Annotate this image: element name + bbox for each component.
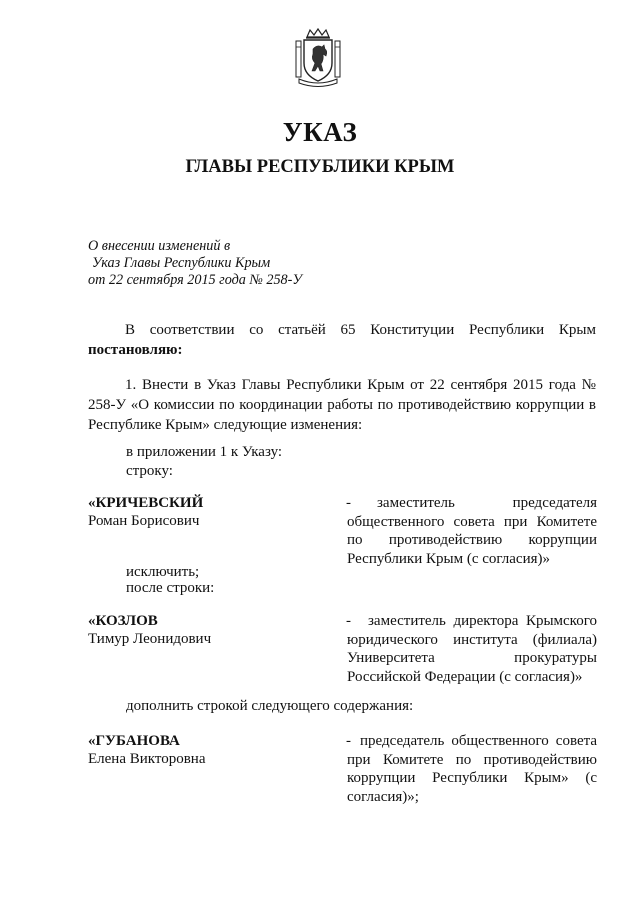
entry-description: председатель общественного совета при Комитете по противодействию коррупции Республики Крым» (с согласия)»; xyxy=(347,733,597,805)
decree-caption xyxy=(88,238,302,289)
entry-given-name: Тимур Леонидович xyxy=(88,631,212,647)
entry-dash: - xyxy=(346,733,351,749)
item-1-paragraph xyxy=(88,375,596,435)
entry-given-name: Елена Викторовна xyxy=(88,751,206,767)
caption-line: Указ Главы Республики Крым xyxy=(92,255,271,271)
entry-name xyxy=(88,612,318,648)
after-line-instruction: после строки: xyxy=(126,580,215,596)
item-1-text: 1. Внести в Указ Главы Республики Крым от 22 сентября 2015 года № 258-У «О комиссии по координации работы по противодействию коррупции в Республике Крым» следующие изменения: xyxy=(88,377,596,433)
entry-dash: - xyxy=(346,495,351,511)
entry-name xyxy=(88,494,318,530)
entry-surname: «ГУБАНОВА xyxy=(88,733,180,749)
entry-description: заместитель директора Крымского юридического института (филиала) Университета прокуратуры Российской Федерации (с согласия)» xyxy=(347,613,597,685)
entry-description: заместитель председателя общественного совета при Комитете по противодействию коррупции Республики Крым (с согласия)» xyxy=(347,495,597,567)
entry-surname: «КРИЧЕВСКИЙ xyxy=(88,495,204,511)
document-title: УКАЗ xyxy=(282,117,358,147)
line-instruction: строку: xyxy=(126,463,173,479)
appendix-instruction: в приложении 1 к Указу: xyxy=(126,444,283,460)
preamble-paragraph xyxy=(88,320,596,360)
entry-name xyxy=(88,732,318,768)
document-subtitle: ГЛАВЫ РЕСПУБЛИКИ КРЫМ xyxy=(185,157,455,177)
entry-given-name: Роман Борисович xyxy=(88,513,200,529)
resolve-word: постановляю: xyxy=(88,342,183,358)
entry-surname: «КОЗЛОВ xyxy=(88,613,158,629)
entry-gubanova xyxy=(88,732,598,812)
entry-krichevsky xyxy=(88,494,598,574)
add-line-instruction: дополнить строкой следующего содержания: xyxy=(126,698,414,714)
caption-line: от 22 сентября 2015 года № 258-У xyxy=(88,272,302,288)
preamble-text: В соответствии со статьёй 65 Конституции Республики Крым xyxy=(125,322,596,338)
caption-line: О внесении изменений в xyxy=(88,238,231,254)
crimea-coat-of-arms-icon xyxy=(293,27,343,87)
entry-dash: - xyxy=(346,613,351,629)
entry-kozlov xyxy=(88,612,598,692)
exclude-instruction: исключить; xyxy=(126,564,200,580)
